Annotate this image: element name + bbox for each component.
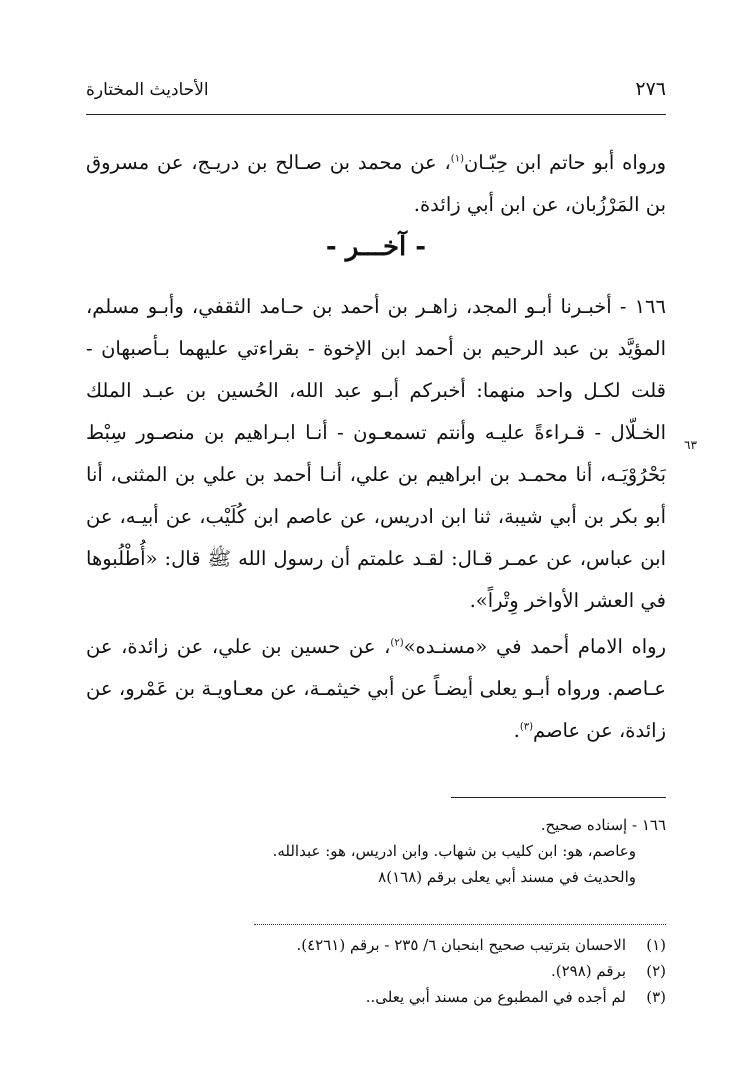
page-header xyxy=(86,68,666,108)
footnote-item xyxy=(200,932,666,958)
attribution-tail: . xyxy=(513,719,520,742)
footnotes-divider xyxy=(254,924,666,925)
hadith-paragraph: ١٦٦ - أخبـرنا أبـو المجد، زاهـر بن أحمد بن حـامد الثقفي، وأبـو مسلم، المؤيَّد بن عبد الرحيم بن أحمد ابن الإخوة - بقراءتي عليهما بـأصبهان - قلت لكـل واحد منهما: أخبركم أبـو عبد الله، الحُسين بن عبـد الملك الخـلّال - قـراءةً عليـه وأنتم تسمعـون - أنـا ابـراهيم بن منصـور سِبْط بَحْرُوْيَـه، أنا محمـد بن ابراهيم بن علي، أنـا أحمد بن علي بن المثنى، أنا أبو بكر بن أبي شيبة، ثنا ابن ادريس، عن عاصم ابن كُلَيْب، عن أبيـه، عن ابن عباس، عن عمـر قـال: لقـد علمتم أن رسول الله ﷺ قال: «أُطْلُبوها في العشر الأواخر وِتْراً». xyxy=(86,295,666,612)
narration-rest: ، عن محمد بن صـالح بن دريـج، عن مسروق بن المَرْزُبان، عن ابن أبي زائدة. xyxy=(86,151,666,216)
footnote-number: (١) xyxy=(646,936,666,954)
footnote-number: (٢) xyxy=(646,962,666,980)
notes-divider xyxy=(451,797,666,798)
footnote-item xyxy=(200,984,666,1010)
note-line: والحديث في مسند أبي يعلى برقم (١٦٨)٨ xyxy=(378,868,636,886)
note-line: وعاصم، هو: ابن كليب بن شهاب. وابن ادريس، هو: عبدالله. xyxy=(272,842,636,860)
footnote-ref-2[interactable]: (٢) xyxy=(390,637,404,649)
attribution-lead: رواه الامام أحمد في «مسنـده» xyxy=(403,635,667,658)
running-title: الأحاديث المختارة xyxy=(86,80,209,100)
note-line: ١٦٦ - إسناده صحيح. xyxy=(540,816,666,834)
attribution-middle: ، عن حسين بن علي، عن زائدة، عن عـاصم. ورواه أبـو يعلى أيضـاً عن أبي خيثمـة، عن معـاويـة بن عَمْرو، عن زائدة، عن عاصم xyxy=(86,635,666,742)
narration-lead: ورواه أبو حاتم ابن حِبّـان xyxy=(463,151,666,174)
narration-paragraph xyxy=(86,142,666,226)
footnote-item xyxy=(200,958,666,984)
footnote-number: (٣) xyxy=(646,988,666,1006)
section-heading: - آخـــر - xyxy=(325,232,427,262)
footnote-ref-3[interactable]: (٣) xyxy=(519,721,533,733)
attribution-paragraph xyxy=(86,626,666,752)
footnotes-list xyxy=(200,932,666,1010)
editor-notes xyxy=(150,812,666,890)
footnote-text: الاحسان بترتيب صحيح ابنحبان ٦/ ٢٣٥ - برقم (٤٢٦١). xyxy=(296,936,626,954)
footnote-ref-1[interactable]: (١) xyxy=(450,153,464,165)
footnote-text: برقم (٢٩٨). xyxy=(550,962,626,980)
margin-reference: ٦٣ xyxy=(684,438,697,452)
header-divider xyxy=(86,114,666,115)
footnote-text: لم أجده في المطبوع من مسند أبي يعلى.. xyxy=(365,988,626,1006)
page-number: ٢٧٦ xyxy=(635,78,666,100)
